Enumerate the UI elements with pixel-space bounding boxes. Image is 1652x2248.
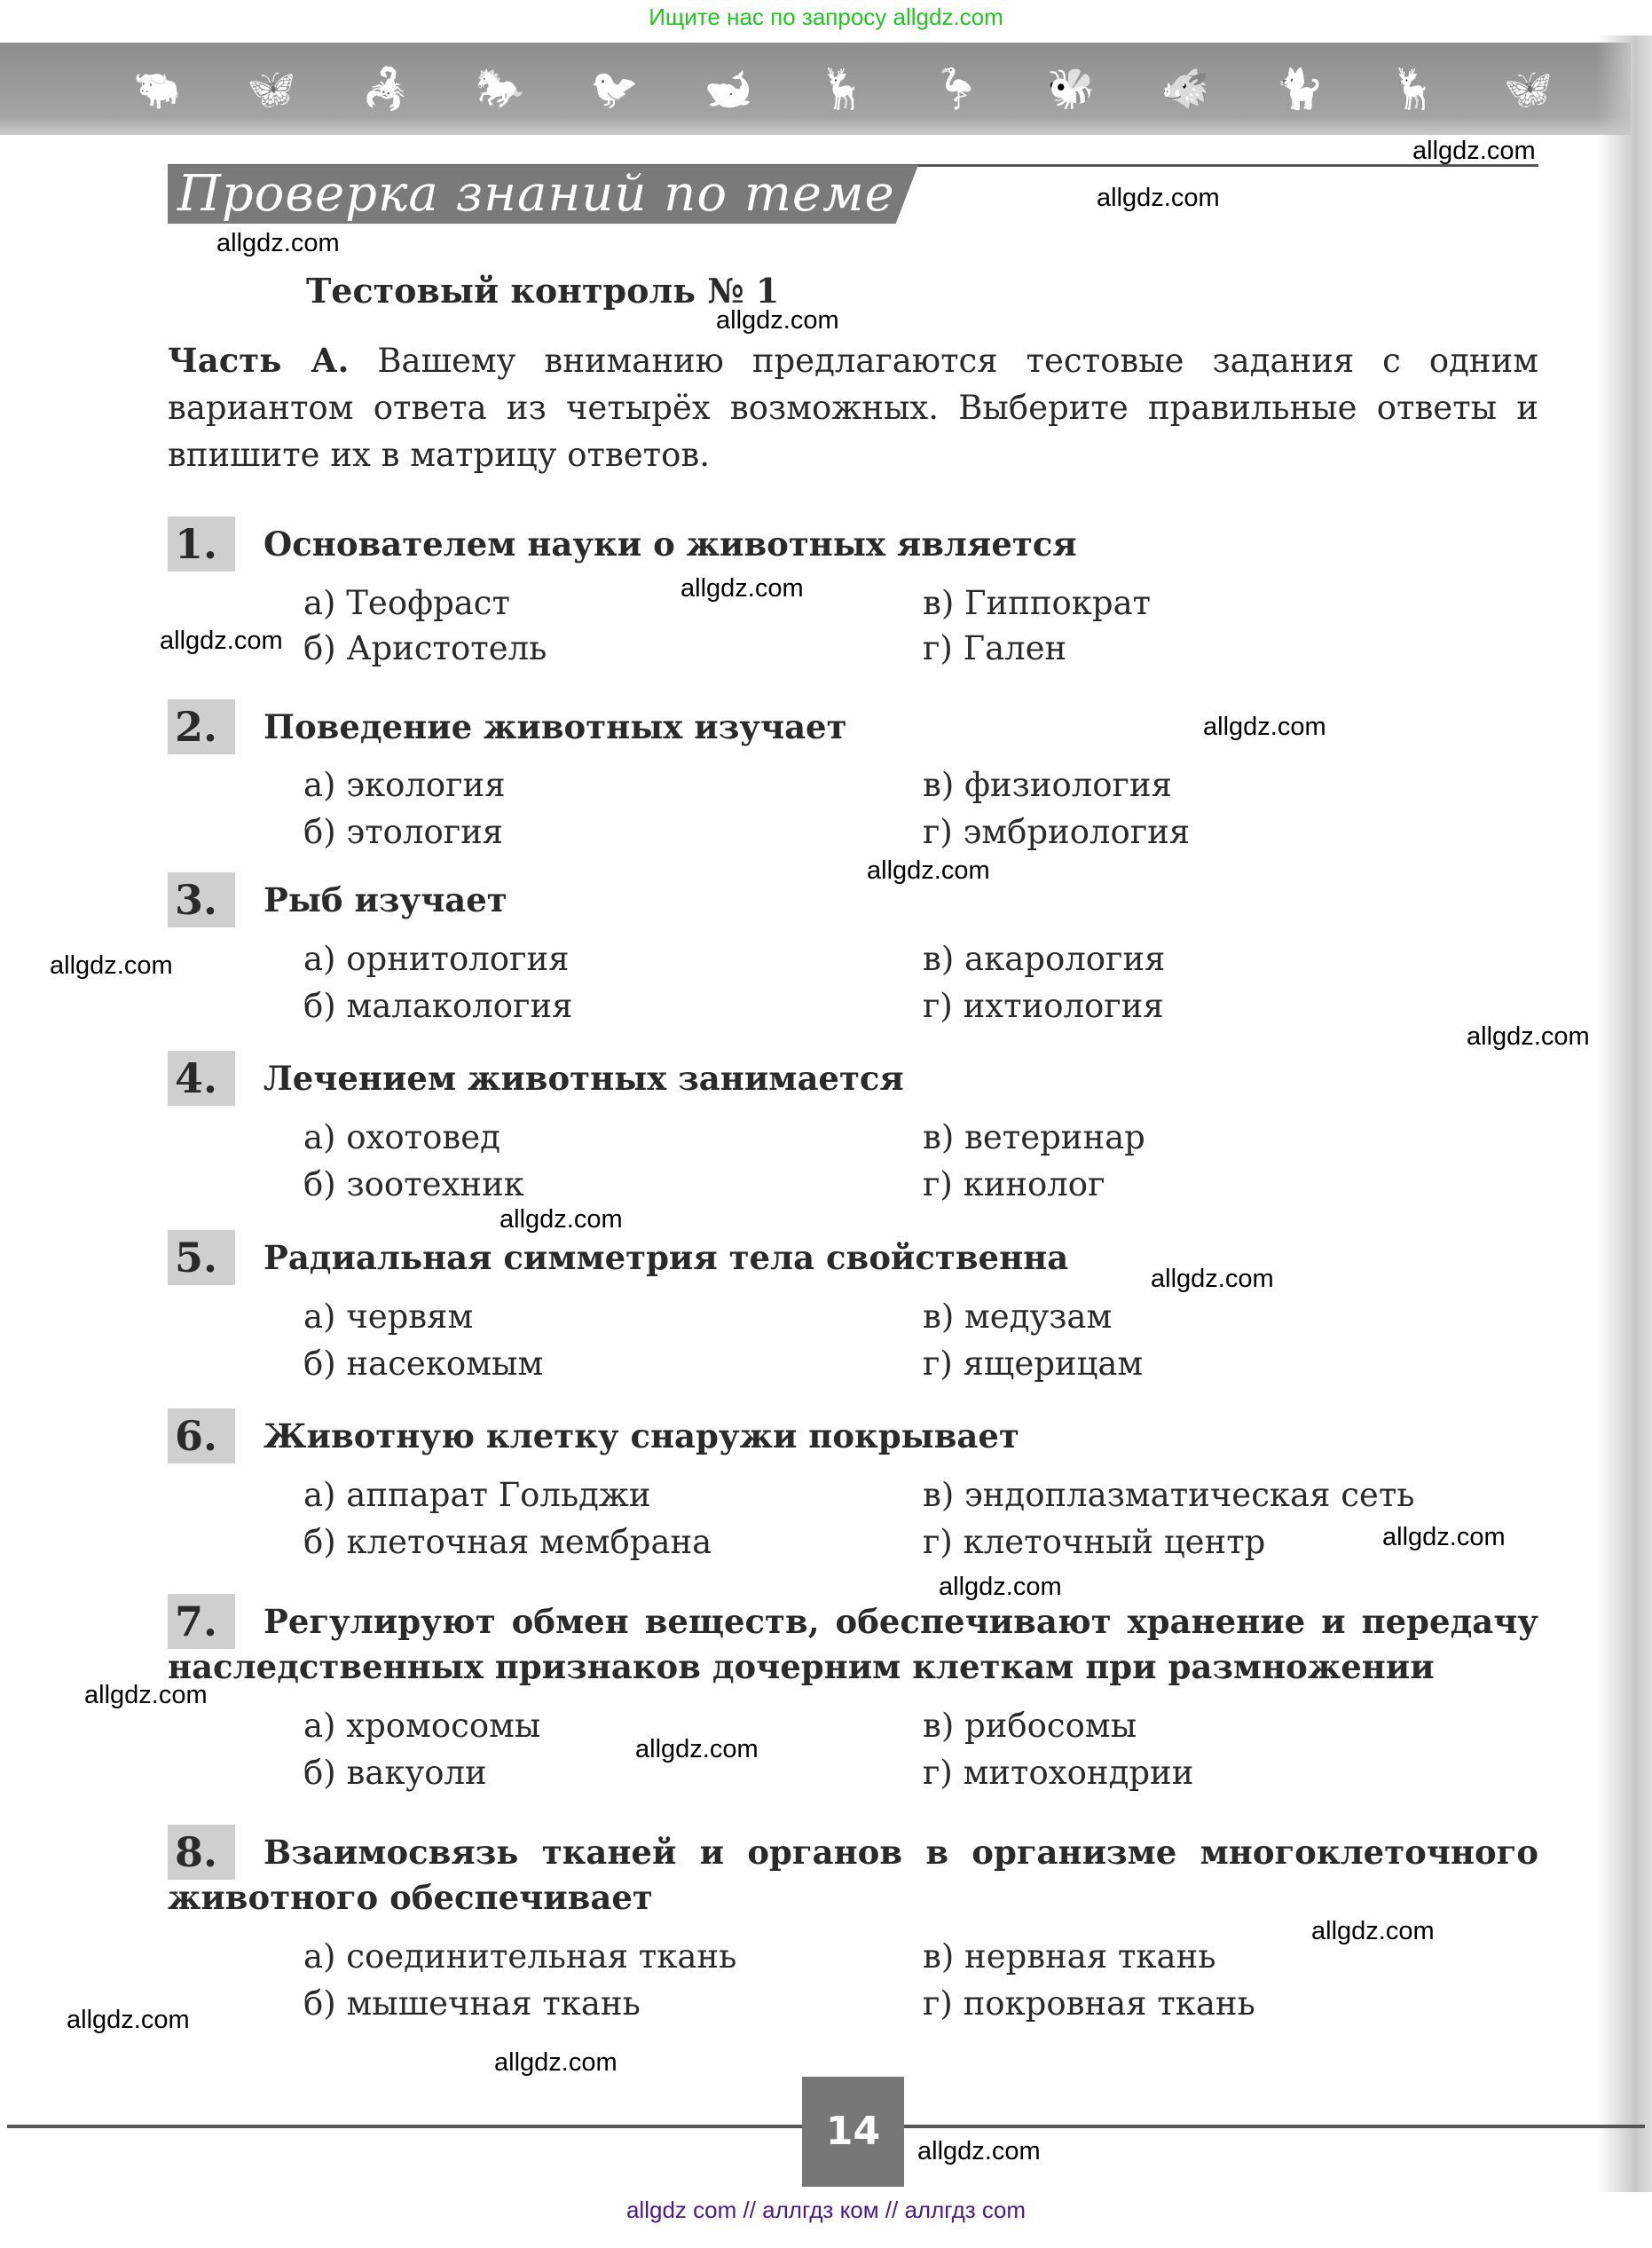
answer-option[interactable]: г) митохондрии	[923, 1754, 1194, 1792]
answer-option[interactable]: г) ящерицам	[923, 1345, 1144, 1383]
answer-option[interactable]: а) Теофраст	[303, 584, 511, 622]
answer-option[interactable]: г) эмбриология	[923, 813, 1191, 851]
animal-icon: 🐈	[1275, 67, 1325, 112]
answer-option[interactable]: а) червям	[303, 1298, 474, 1336]
answer-option[interactable]: г) покровная ткань	[923, 1984, 1255, 2023]
watermark: allgdz.com	[67, 2006, 190, 2034]
question-text: Лечением животных занимается	[264, 1059, 904, 1098]
animal-icon: 🐃	[133, 67, 182, 112]
test-title: Тестовый контроль № 1	[306, 271, 780, 311]
answer-option[interactable]: г) ихтиология	[923, 987, 1164, 1025]
section-title: Проверка знаний по теме	[177, 165, 895, 223]
question-text: Взаимосвязь тканей и органов в организме многоклеточного животного обеспечивает	[168, 1833, 1538, 1917]
watermark: allgdz.com	[1412, 137, 1536, 165]
animal-icon: 🦋	[247, 67, 296, 112]
animal-icon: 🦂	[361, 67, 411, 112]
question-number: 2.	[168, 699, 235, 754]
animal-icon: 🐦	[590, 67, 639, 112]
question-number: 6.	[168, 1408, 235, 1463]
answer-option[interactable]: б) насекомым	[303, 1345, 544, 1383]
watermark: allgdz.com	[1382, 1523, 1506, 1551]
part-label: Часть А.	[168, 341, 350, 380]
question-number: 5.	[168, 1230, 235, 1285]
watermark: allgdz.com	[1467, 1022, 1590, 1051]
watermark: allgdz.com	[680, 574, 804, 603]
animal-icon: 🐎	[476, 67, 525, 112]
animal-icon: 🦋	[1504, 67, 1553, 112]
question-number: 3.	[168, 872, 235, 927]
answer-option[interactable]: в) физиология	[923, 766, 1172, 804]
answer-option[interactable]: б) малакология	[303, 987, 573, 1025]
watermark: allgdz.com	[1311, 1917, 1435, 1945]
animal-icon: 🐝	[1047, 67, 1096, 112]
answer-option[interactable]: б) Аристотель	[303, 629, 547, 667]
answer-option[interactable]: г) клеточный центр	[923, 1523, 1266, 1561]
question-number: 4.	[168, 1051, 235, 1106]
watermark: allgdz.com	[635, 1735, 759, 1763]
watermark: allgdz.com	[1097, 184, 1220, 212]
answer-option[interactable]: б) этология	[303, 813, 504, 851]
answer-option[interactable]: а) аппарат Гольджи	[303, 1476, 651, 1514]
question-text: Рыб изучает	[264, 880, 507, 919]
answer-option[interactable]: в) рибосомы	[923, 1707, 1137, 1745]
answer-option[interactable]: б) вакуоли	[303, 1754, 487, 1792]
answer-option[interactable]: а) орнитология	[303, 940, 570, 978]
answer-option[interactable]: г) кинолог	[923, 1165, 1105, 1203]
watermark: allgdz.com	[50, 951, 173, 980]
question-text: Поведение животных изучает	[264, 707, 847, 746]
answer-option[interactable]: в) ветеринар	[923, 1118, 1145, 1156]
watermark: allgdz.com	[216, 229, 340, 257]
answer-option[interactable]: в) эндоплазматическая сеть	[923, 1476, 1415, 1514]
answer-option[interactable]: а) соединительная ткань	[303, 1937, 737, 1976]
answer-option[interactable]: в) нервная ткань	[923, 1937, 1216, 1976]
answer-option[interactable]: б) зоотехник	[303, 1165, 524, 1203]
answer-option[interactable]: а) экология	[303, 766, 506, 804]
question-text: Животную клетку снаружи покрывает	[264, 1416, 1019, 1455]
page-edge-shadow	[1597, 35, 1652, 2192]
instructions	[168, 337, 1538, 478]
animal-icon: 🦌	[1389, 67, 1439, 112]
watermark: allgdz.com	[1151, 1265, 1274, 1293]
footer-watermark: allgdz com // аллгдз ком // аллгдз com	[625, 2197, 1027, 2223]
animal-icon: 🐋	[704, 67, 753, 112]
answer-option[interactable]: а) хромосомы	[303, 1707, 541, 1745]
answer-option[interactable]: а) охотовед	[303, 1118, 500, 1156]
answer-option[interactable]: б) мышечная ткань	[303, 1984, 641, 2023]
watermark: allgdz.com	[160, 627, 283, 655]
instructions-text: Вашему вниманию предлагаются тестовые задания с одним вариантом ответа из четырёх возможных. Выберите правильные ответы и впишите их в матрицу ответов.	[168, 342, 1538, 474]
answer-option[interactable]: г) Гален	[923, 629, 1067, 667]
question-number: 1.	[168, 517, 235, 572]
answer-option[interactable]: в) медузам	[923, 1298, 1113, 1336]
animal-icon: 🐗	[1160, 67, 1210, 112]
watermark: allgdz.com	[494, 2048, 618, 2077]
watermark: allgdz.com	[917, 2137, 1041, 2165]
question-number: 8.	[168, 1825, 235, 1880]
answer-option[interactable]: в) акарология	[923, 940, 1166, 978]
answer-option[interactable]: в) Гиппократ	[923, 584, 1152, 622]
question-text: Радиальная симметрия тела свойственна	[264, 1238, 1069, 1277]
watermark: allgdz.com	[500, 1205, 623, 1234]
watermark: allgdz.com	[84, 1681, 208, 1709]
question-text: Основателем науки о животных является	[264, 525, 1077, 564]
watermark: allgdz.com	[1203, 713, 1326, 741]
watermark: allgdz.com	[716, 306, 839, 335]
search-hint: Ищите нас по запросу allgdz.com	[649, 4, 1003, 30]
animal-silhouettes	[133, 53, 1553, 124]
answer-option[interactable]: б) клеточная мембрана	[303, 1523, 712, 1561]
question-number: 7.	[168, 1594, 235, 1649]
page-number: 14	[802, 2077, 904, 2187]
animal-icon: 🦌	[818, 67, 868, 112]
watermark: allgdz.com	[867, 856, 990, 885]
question-text: Регулируют обмен веществ, обеспечивают хранение и передачу наследственных признаков дочерним клеткам при размножении	[168, 1602, 1538, 1686]
watermark: allgdz.com	[939, 1573, 1062, 1601]
animal-icon: 🦩	[932, 67, 982, 112]
